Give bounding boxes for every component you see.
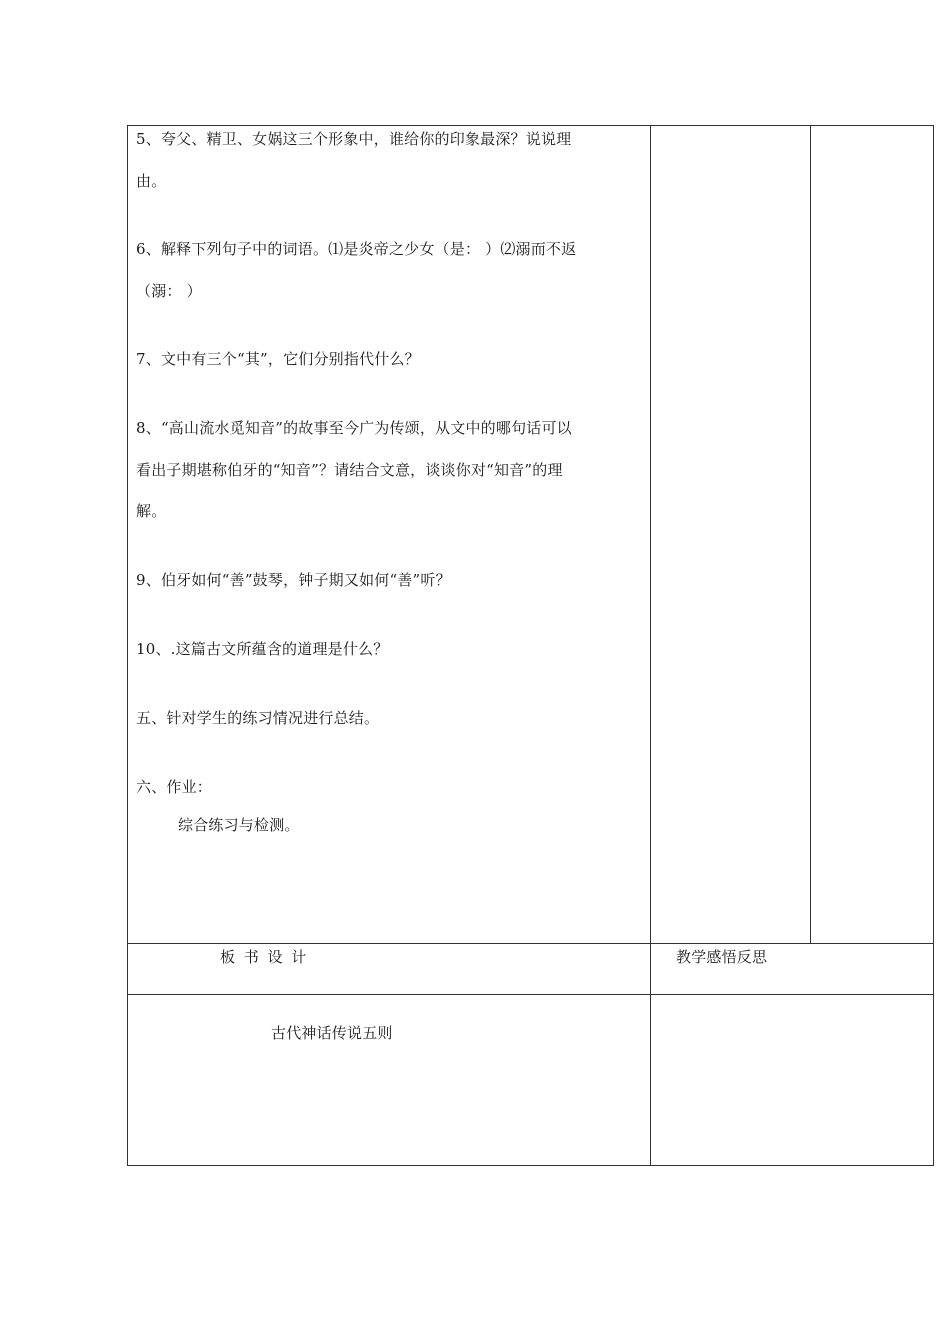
question-6-line-2: （溺： ） xyxy=(136,282,202,300)
question-9: 9、伯牙如何“善”鼓琴，钟子期又如何“善”听？ xyxy=(136,571,451,589)
question-7: 7、文中有三个“其”，它们分别指代什么？ xyxy=(136,350,420,368)
section-six-content: 综合练习与检测。 xyxy=(178,816,300,834)
table-right-border xyxy=(933,125,934,1166)
board-design-content: 古代神话传说五则 xyxy=(271,1024,393,1042)
question-8-line-1: 8、“高山流水觅知音”的故事至今广为传颂，从文中的哪句话可以 xyxy=(136,419,572,437)
question-10: 10、.这篇古文所蕴含的道理是什么？ xyxy=(136,640,389,658)
table-top-border xyxy=(127,125,934,126)
table-row-divider-1 xyxy=(127,943,934,944)
question-8-line-2: 看出子期堪称伯牙的“知音”？请结合文意，谈谈你对“知音”的理 xyxy=(136,461,563,479)
section-six-homework: 六、作业： xyxy=(136,778,213,796)
question-5-line-1: 5、夸父、精卫、女娲这三个形象中，谁给你的印象最深？说说理 xyxy=(136,130,572,148)
table-row-divider-2 xyxy=(127,994,934,995)
board-design-label: 板 书 设 计 xyxy=(220,948,309,966)
question-6-line-1: 6、解释下列句子中的词语。⑴是炎帝之少女（是： ）⑵溺而不返 xyxy=(136,240,577,258)
section-five-summary: 五、针对学生的练习情况进行总结。 xyxy=(136,709,380,727)
reflection-label: 教学感悟反思 xyxy=(676,948,768,966)
table-column-divider xyxy=(650,125,651,1166)
question-8-line-3: 解。 xyxy=(136,502,167,520)
table-inner-column-divider xyxy=(810,125,811,943)
question-5-line-2: 由。 xyxy=(136,172,167,190)
table-bottom-border xyxy=(127,1165,934,1166)
table-left-border xyxy=(127,125,128,1166)
